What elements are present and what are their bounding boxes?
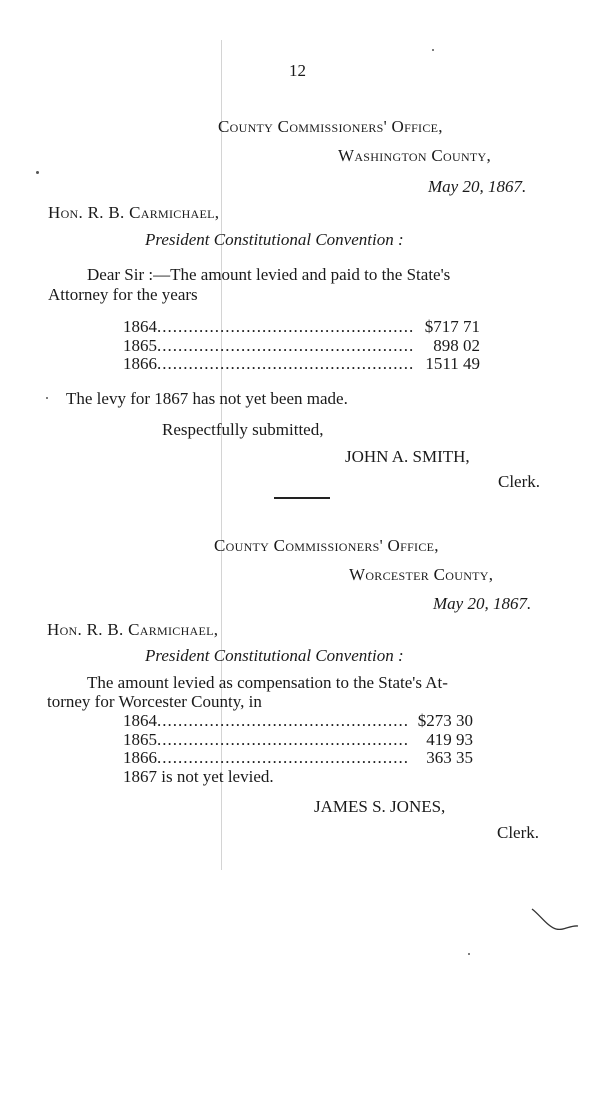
county-heading: Worcester County, <box>349 565 494 584</box>
amount: 898 02 <box>433 335 480 355</box>
letter-date: May 20, 1867. <box>428 177 527 196</box>
addressee-title: President Constitutional Convention : <box>145 230 404 249</box>
table-row <box>123 337 480 356</box>
addressee: Hon. R. B. Carmichael, <box>48 203 220 222</box>
office-heading: County Commissioners' Office, <box>218 117 443 136</box>
body-line-2: torney for Worcester County, in <box>47 692 262 711</box>
table-row <box>123 731 473 750</box>
body-line-1: Dear Sir :—The amount levied and paid to the State's <box>87 265 451 284</box>
table-row <box>123 318 480 337</box>
body-line-1: The amount levied as compensation to the State's At- <box>87 673 448 692</box>
amount: 419 93 <box>426 729 473 749</box>
levy-note: 1867 is not yet levied. <box>123 767 274 786</box>
table-row <box>123 712 473 731</box>
stray-pen-mark <box>530 905 580 933</box>
year: 1865 <box>123 335 157 355</box>
signer-title: Clerk. <box>497 823 540 842</box>
amount: $273 30 <box>417 711 473 730</box>
addressee-title: President Constitutional Convention : <box>145 646 404 665</box>
year: 1866 <box>123 748 157 767</box>
table-row <box>123 355 480 374</box>
leader-dots <box>157 318 414 337</box>
leader-dots <box>157 355 414 374</box>
body-line-2: Attorney for the years <box>48 285 198 304</box>
year: 1865 <box>123 729 157 749</box>
leader-dots <box>157 337 414 356</box>
year: 1864 <box>123 711 157 730</box>
leader-dots <box>157 749 407 768</box>
scan-speck <box>36 171 39 174</box>
page-number: 12 <box>289 61 306 80</box>
scan-speck <box>46 397 48 399</box>
county-heading: Washington County, <box>338 146 492 165</box>
table-row <box>123 749 473 768</box>
signer-name: JOHN A. SMITH, <box>345 447 470 466</box>
closing: Respectfully submitted, <box>162 420 324 439</box>
levy-note: The levy for 1867 has not yet been made. <box>66 389 348 408</box>
office-heading: County Commissioners' Office, <box>214 536 439 555</box>
letter-date: May 20, 1867. <box>433 594 532 613</box>
amount: 1511 49 <box>425 354 480 373</box>
signer-name: JAMES S. JONES, <box>314 797 446 816</box>
amount: $717 71 <box>424 317 480 336</box>
year: 1866 <box>123 354 157 373</box>
leader-dots <box>157 731 407 750</box>
addressee: Hon. R. B. Carmichael, <box>47 620 219 639</box>
leader-dots <box>157 712 407 731</box>
scan-speck <box>432 49 434 51</box>
scan-speck <box>468 953 470 955</box>
levy-table <box>123 712 473 768</box>
amount: 363 35 <box>426 748 473 767</box>
year: 1864 <box>123 317 157 336</box>
section-divider <box>274 497 330 499</box>
levy-table <box>123 318 480 374</box>
signer-title: Clerk. <box>498 472 541 491</box>
